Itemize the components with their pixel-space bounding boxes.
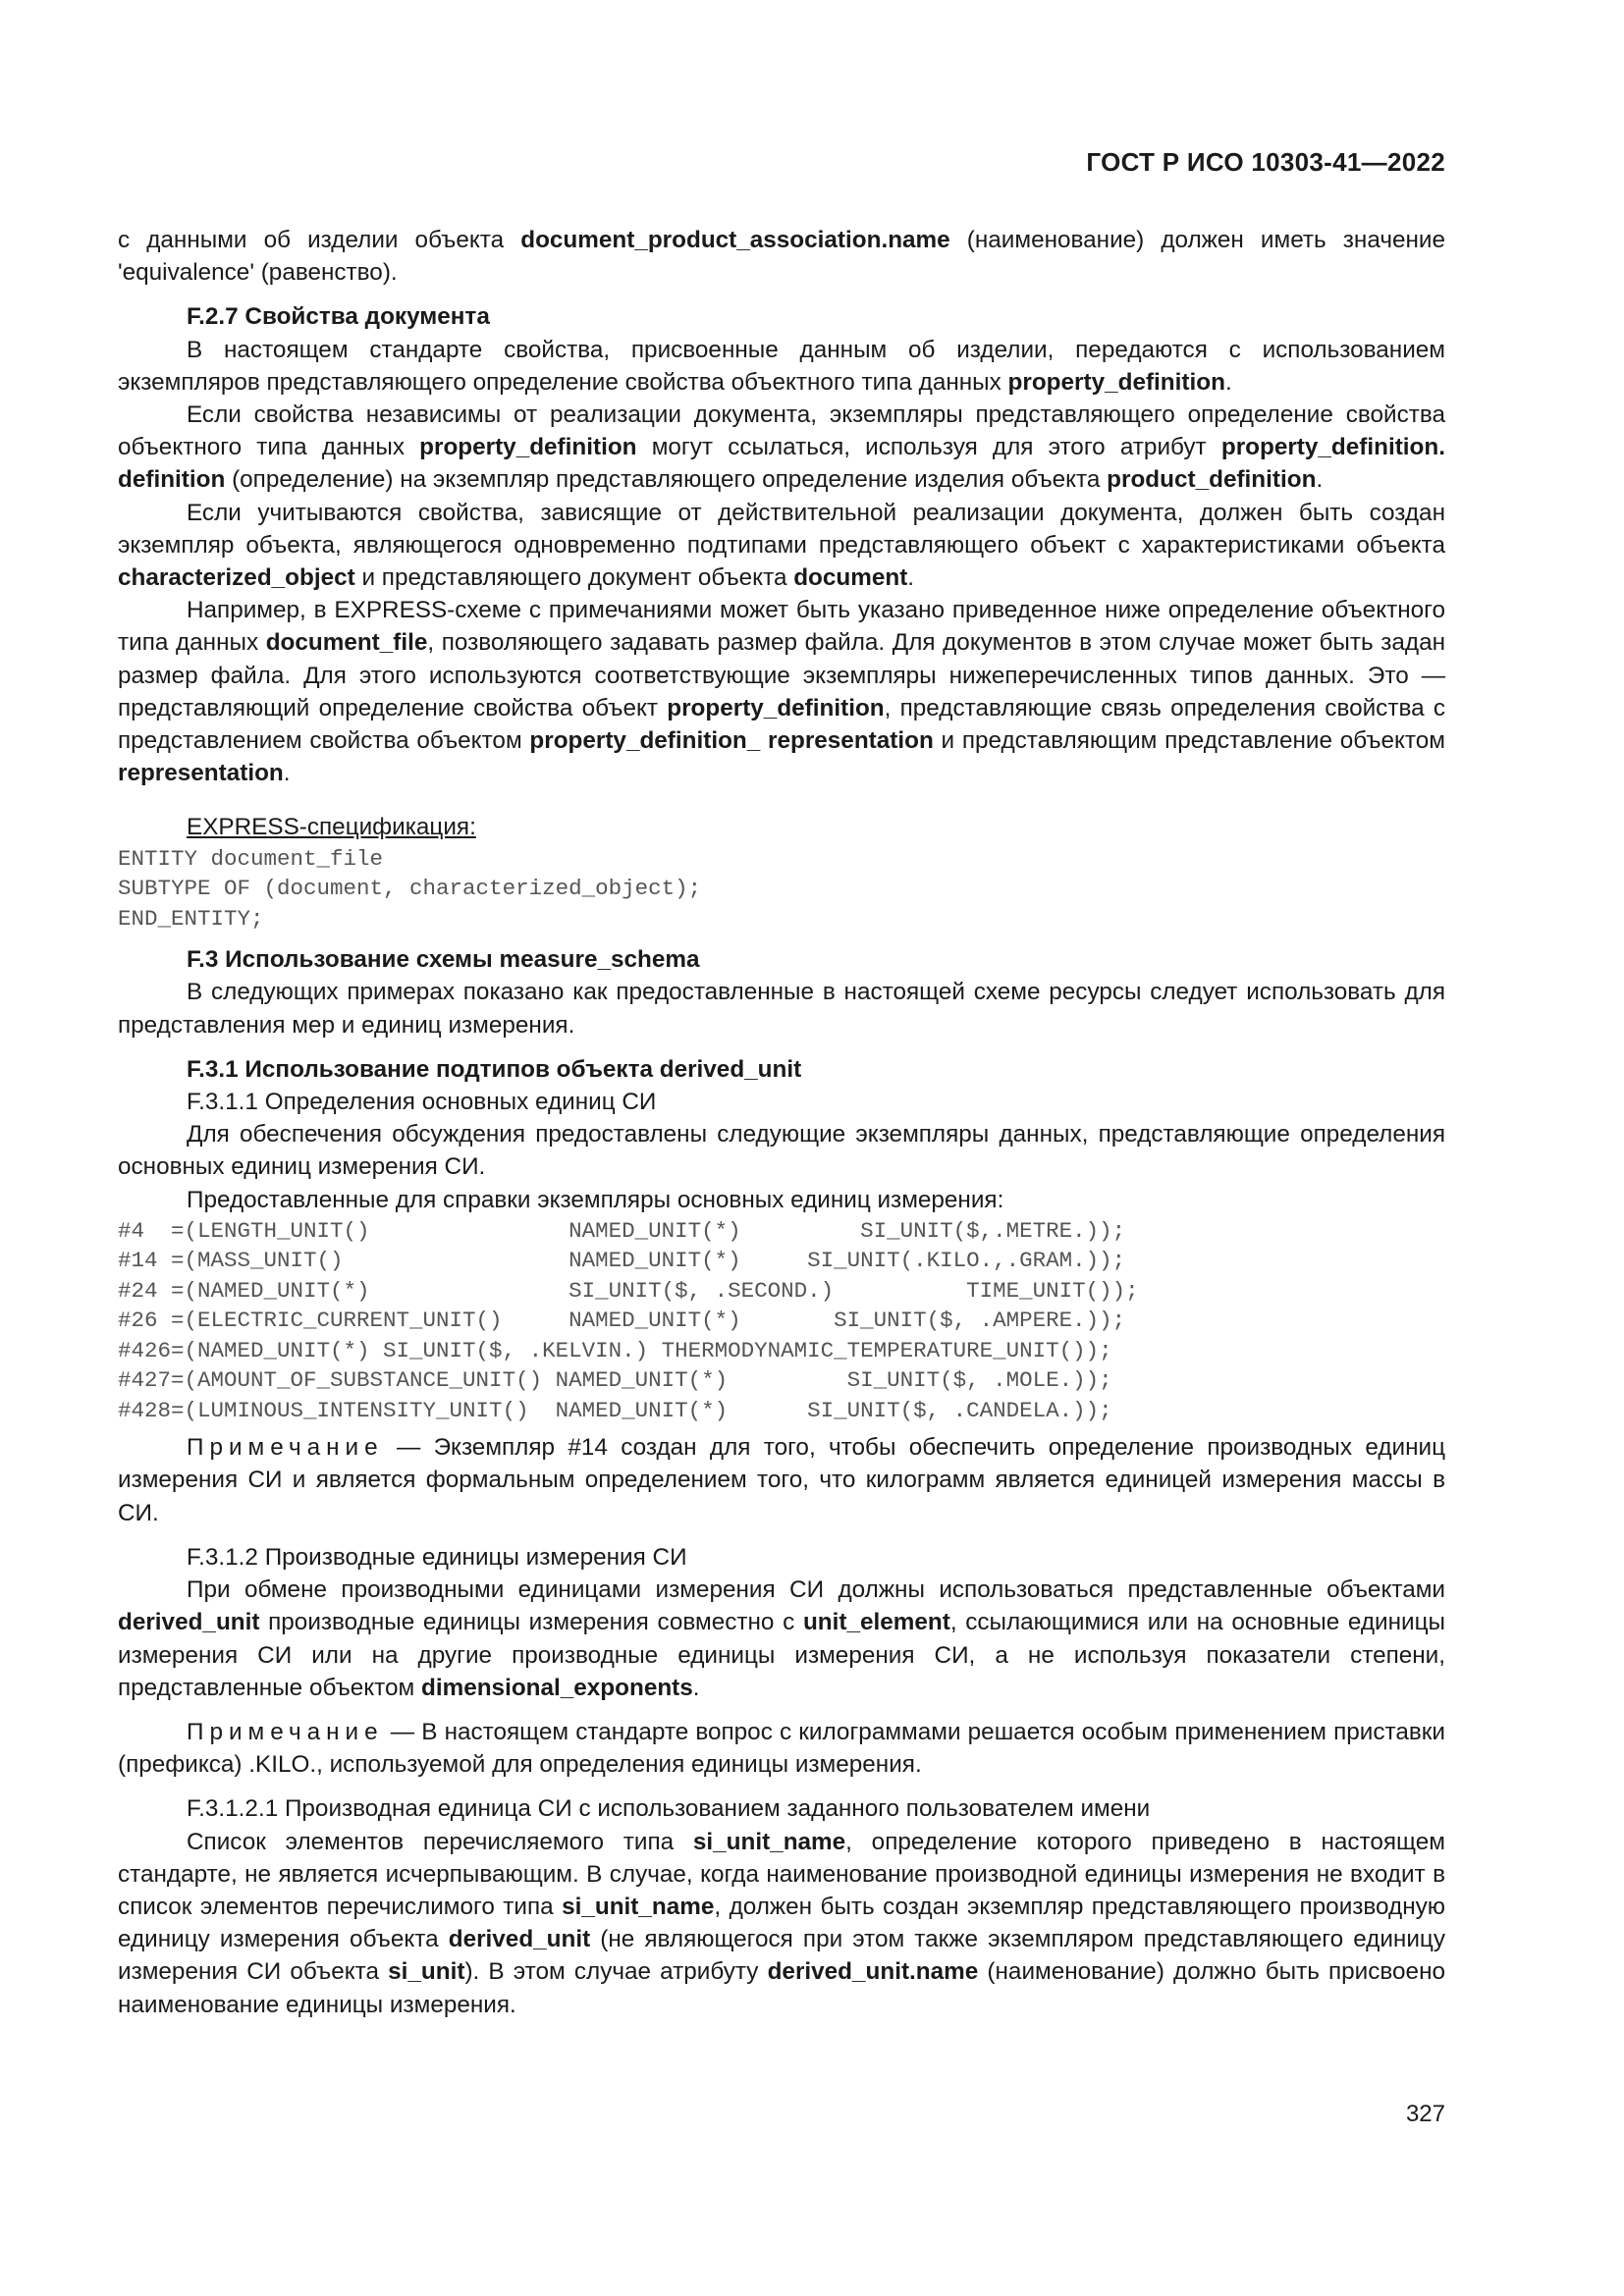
express-spec-label: EXPRESS-спецификация: <box>187 814 476 841</box>
code-line: #4 =(LENGTH_UNIT() NAMED_UNIT(*) SI_UNIT($,.METRE.)); <box>118 1217 1126 1244</box>
document-page <box>118 0 1445 2296</box>
heading-f-3-1-2-1: F.3.1.2.1 Производная единица СИ с использованием заданного пользователем имени <box>187 1795 1151 1823</box>
paragraph-f3121: Список элементов перечисляемого типа si_unit_name, определение которого приведено в настоящем стандарте, не является исчерпывающим. В случае, когда наименование производной единицы измерения не входит в список элементов перечислимого типа si_unit_name, должен быть создан экземпляр представляющего производную единицу измерения объекта derived_unit (не являющегося при этом также экземпляром представляющего единицу измерения СИ объекта si_unit). В этом случае атрибуту derived_unit.name (наименование) должно быть присвоено наименование единицы измерения. <box>118 1828 1445 2018</box>
paragraph-f27-2: Если свойства независимы от реализации документа, экземпляры представляющего определение свойства объектного типа данных property_definition могут ссылаться, используя для этого атрибут property_definition. definition (определение) на экземпляр представляющего определение изделия объекта product_definition. <box>118 401 1445 494</box>
code-line: #14 =(MASS_UNIT() NAMED_UNIT(*) SI_UNIT(.KILO.,.GRAM.)); <box>118 1248 1126 1274</box>
code-line: #24 =(NAMED_UNIT(*) SI_UNIT($, .SECOND.) TIME_UNIT()); <box>118 1277 1139 1304</box>
code-line: #26 =(ELECTRIC_CURRENT_UNIT() NAMED_UNIT(*) SI_UNIT($, .AMPERE.)); <box>118 1308 1126 1334</box>
code-line: SUBTYPE OF (document, characterized_object); <box>118 876 702 902</box>
paragraph-f27-3: Если учитываются свойства, зависящие от действительной реализации документа, должен быть создан экземпляр объекта, являющегося одновременно подтипами представляющего объект с характеристиками объекта characterized_object и представляющего документ объекта document. <box>118 499 1445 592</box>
heading-f-3: F.3 Использование схемы measure_schema <box>187 946 700 974</box>
page-content <box>118 224 1445 2021</box>
heading-f-3-1-1: F.3.1.1 Определения основных единиц СИ <box>187 1088 657 1115</box>
paragraph-intro: с данными об изделии объекта document_product_association.name (наименование) должен иметь значение 'equivalence' (равенство). <box>118 227 1445 287</box>
page-number: 327 <box>1405 2101 1445 2127</box>
paragraph-f3: В следующих примерах показано как предоставленные в настоящей схеме ресурсы следует использовать для представления мер и единиц измерения. <box>118 979 1445 1039</box>
heading-f-3-1-2: F.3.1.2 Производные единицы измерения СИ <box>187 1543 687 1571</box>
code-line: #426=(NAMED_UNIT(*) SI_UNIT($, .KELVIN.) THERMODYNAMIC_TEMPERATURE_UNIT()); <box>118 1337 1112 1363</box>
si-units-code-block <box>118 1216 1445 1426</box>
paragraph-f311-2: Предоставленные для справки экземпляры основных единиц измерения: <box>187 1186 1004 1213</box>
page-header-doc-id: ГОСТ Р ИСО 10303-41—2022 <box>1086 147 1445 177</box>
code-line: END_ENTITY; <box>118 905 264 932</box>
paragraph-f27-4: Например, в EXPRESS-схеме с примечаниями может быть указано приведенное ниже определение объектного типа данных document_file, позволяющего задавать размер файла. Для документов в этом случае может быть задан размер файла. Для этого используются соответствующие экземпляры нижеперечисленных типов данных. Это — представляющий определение свойства объект property_definition, представляющие связь определения свойства с представлением свойства объектом property_definition_ representation и представляющим представление объектом representation. <box>118 597 1445 787</box>
code-line: #427=(AMOUNT_OF_SUBSTANCE_UNIT() NAMED_UNIT(*) SI_UNIT($, .MOLE.)); <box>118 1367 1112 1394</box>
express-code-block <box>118 844 1445 934</box>
code-line: #428=(LUMINOUS_INTENSITY_UNIT() NAMED_UNIT(*) SI_UNIT($, .CANDELA.)); <box>118 1397 1112 1423</box>
paragraph-f311-1: Для обеспечения обсуждения предоставлены следующие экземпляры данных, представляющие определения основных единиц измерения СИ. <box>118 1121 1445 1181</box>
note-1: Примечание — Экземпляр #14 создан для того, чтобы обеспечить определение производных единиц измерения СИ и является формальным определением того, что килограмм является единицей измерения массы в СИ. <box>118 1434 1445 1526</box>
paragraph-f27-1: В настоящем стандарте свойства, присвоенные данным об изделии, передаются с использованием экземпляров представляющего определение свойства объектного типа данных property_definition. <box>118 336 1445 396</box>
heading-f-2-7: F.2.7 Свойства документа <box>187 303 490 331</box>
code-line: ENTITY document_file <box>118 845 384 872</box>
note-2: Примечание — В настоящем стандарте вопрос с килограммами решается особым применением приставки (префикса) .KILO., используемой для определения единицы измерения. <box>118 1718 1445 1779</box>
heading-f-3-1: F.3.1 Использование подтипов объекта derived_unit <box>187 1055 802 1083</box>
paragraph-f312: При обмене производными единицами измерения СИ должны использоваться представленные объектами derived_unit производные единицы измерения совместно с unit_element, ссылающимися или на основные единицы измерения СИ или на другие производные единицы измерения СИ, а не используя показатели степени, представленные объектом dimensional_exponents. <box>118 1576 1445 1701</box>
